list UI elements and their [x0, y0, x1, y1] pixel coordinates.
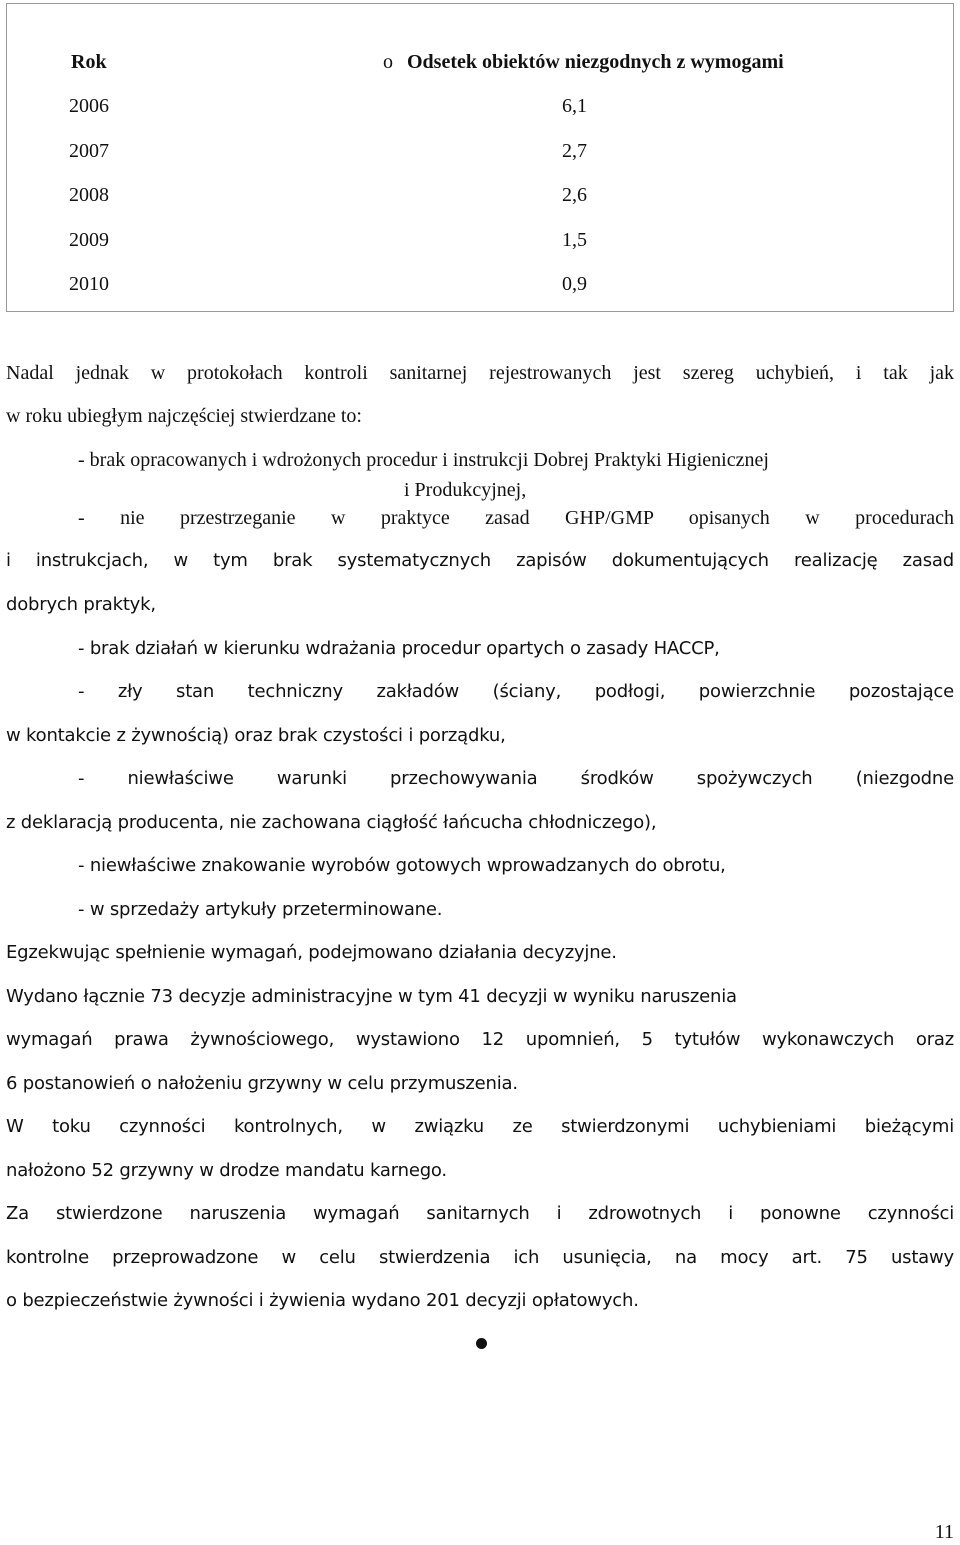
table-row	[7, 131, 953, 171]
bullet-icon	[476, 1338, 487, 1349]
list-item-continuation: z deklaracją producenta, nie zachowana ciągłość łańcucha chłodniczego),	[6, 812, 657, 833]
paragraph-line: w roku ubiegłym najczęściej stwierdzane to:	[6, 405, 362, 427]
value-cell: 6,1	[562, 95, 587, 117]
value-cell: 1,5	[562, 229, 587, 251]
paragraph-line: Egzekwując spełnienie wymagań, podejmowano działania decyzyjne.	[6, 942, 617, 963]
paragraph-line: Za stwierdzone naruszenia wymagań sanitarnych i zdrowotnych i ponowne czynności	[6, 1203, 954, 1224]
table-row	[7, 175, 953, 215]
year-cell: 2007	[69, 140, 109, 162]
list-item-continuation: dobrych praktyk,	[6, 594, 156, 615]
table-row	[7, 264, 953, 304]
header-title-cell	[383, 42, 784, 82]
list-item: - brak działań w kierunku wdrażania procedur opartych o zasady HACCP,	[78, 638, 720, 659]
paragraph-line: kontrolne przeprowadzone w celu stwierdzenia ich usunięcia, na mocy art. 75 ustawy	[6, 1247, 954, 1268]
list-item-continuation: i instrukcjach, w tym brak systematycznych zapisów dokumentujących realizację zasad	[6, 550, 954, 571]
page-number: 11	[934, 1521, 954, 1543]
list-item: - w sprzedaży artykuły przeterminowane.	[78, 899, 443, 920]
paragraph-line: nałożono 52 grzywny w drodze mandatu karnego.	[6, 1160, 447, 1181]
paragraph-line: Wydano łącznie 73 decyzje administracyjne w tym 41 decyzji w wyniku naruszenia	[6, 986, 737, 1007]
year-cell: 2008	[69, 184, 109, 206]
value-cell: 0,9	[562, 273, 587, 295]
year-cell: 2006	[69, 95, 109, 117]
list-item-continuation: i Produkcyjnej,	[404, 479, 527, 501]
paragraph-line: 6 postanowień o nałożeniu grzywny w celu przymuszenia.	[6, 1073, 518, 1094]
list-item: - zły stan techniczny zakładów (ściany, podłogi, powierzchnie pozostające	[78, 681, 954, 702]
year-cell: 2010	[69, 273, 109, 295]
list-item-continuation: w kontakcie z żywnością) oraz brak czystości i porządku,	[6, 725, 506, 746]
header-title: Odsetek obiektów niezgodnych z wymogami	[407, 51, 784, 73]
list-item: - niewłaściwe znakowanie wyrobów gotowych wprowadzanych do obrotu,	[78, 855, 726, 876]
list-item: - niewłaściwe warunki przechowywania środków spożywczych (niezgodne	[78, 768, 954, 789]
paragraph-line: wymagań prawa żywnościowego, wystawiono 12 upomnień, 5 tytułów wykonawczych oraz	[6, 1029, 954, 1050]
table-header-row	[7, 42, 953, 82]
paragraph-line: Nadal jednak w protokołach kontroli sanitarnej rejestrowanych jest szereg uchybień, i tak jak	[6, 362, 954, 384]
list-item: - nie przestrzeganie w praktyce zasad GHP/GMP opisanych w procedurach	[78, 507, 954, 529]
list-item: - brak opracowanych i wdrożonych procedur i instrukcji Dobrej Praktyki Higienicznej	[78, 449, 769, 471]
paragraph-line: W toku czynności kontrolnych, w związku ze stwierdzonymi uchybieniami bieżącymi	[6, 1116, 954, 1137]
year-cell: 2009	[69, 229, 109, 251]
table-row	[7, 86, 953, 126]
value-cell: 2,7	[562, 140, 587, 162]
header-year: Rok	[71, 51, 107, 73]
compliance-table	[6, 3, 954, 312]
list-marker: o	[383, 51, 393, 73]
value-cell: 2,6	[562, 184, 587, 206]
table-row	[7, 220, 953, 260]
paragraph-line: o bezpieczeństwie żywności i żywienia wydano 201 decyzji opłatowych.	[6, 1290, 639, 1311]
